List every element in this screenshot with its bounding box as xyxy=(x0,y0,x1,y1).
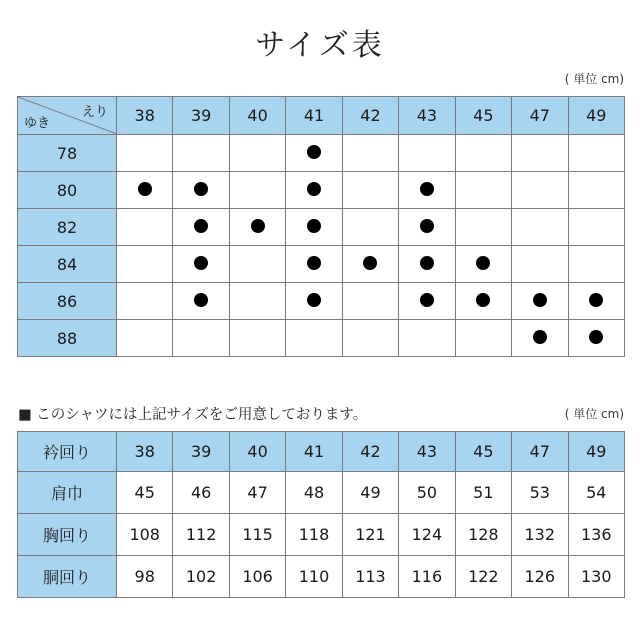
availability-cell xyxy=(399,246,455,283)
availability-cell xyxy=(229,172,285,209)
dimension-value: 126 xyxy=(512,556,568,598)
collar-header: 43 xyxy=(399,97,455,135)
collar-header: 40 xyxy=(229,97,285,135)
availability-cell xyxy=(399,320,455,357)
sleeve-length-header: 84 xyxy=(18,246,117,283)
availability-cell xyxy=(173,283,229,320)
dimension-header-row xyxy=(18,432,625,472)
available-dot-icon xyxy=(251,219,265,233)
sleeve-length-header: 88 xyxy=(18,320,117,357)
dimension-table xyxy=(17,431,625,598)
dimension-value: 118 xyxy=(286,514,342,556)
availability-cell xyxy=(399,283,455,320)
dimension-value: 108 xyxy=(117,514,173,556)
size-row xyxy=(18,209,625,246)
available-dot-icon xyxy=(194,293,208,307)
size-row xyxy=(18,283,625,320)
availability-cell xyxy=(229,320,285,357)
availability-cell xyxy=(173,209,229,246)
available-dot-icon xyxy=(194,256,208,270)
dimension-value: 46 xyxy=(173,472,229,514)
dimension-value: 130 xyxy=(568,556,625,598)
available-dot-icon xyxy=(420,293,434,307)
collar-header: 39 xyxy=(173,97,229,135)
availability-cell xyxy=(568,283,625,320)
collar-header: 45 xyxy=(455,432,511,472)
availability-cell xyxy=(286,320,342,357)
availability-cell xyxy=(512,320,568,357)
dimension-value: 124 xyxy=(399,514,455,556)
availability-cell xyxy=(399,209,455,246)
availability-cell xyxy=(455,209,511,246)
collar-header: 41 xyxy=(286,432,342,472)
collar-row-label: 衿回り xyxy=(18,432,117,472)
dimension-value: 54 xyxy=(568,472,625,514)
sleeve-length-header: 80 xyxy=(18,172,117,209)
available-dot-icon xyxy=(194,182,208,196)
available-dot-icon xyxy=(363,256,377,270)
availability-cell xyxy=(342,320,398,357)
available-dot-icon xyxy=(307,256,321,270)
available-dot-icon xyxy=(307,293,321,307)
collar-header: 49 xyxy=(568,432,625,472)
collar-header: 42 xyxy=(342,432,398,472)
dimension-row xyxy=(18,556,625,598)
dimension-value: 47 xyxy=(229,472,285,514)
dimension-value: 116 xyxy=(399,556,455,598)
unit-label-bottom: ( 単位 cm) xyxy=(564,407,624,421)
availability-cell xyxy=(568,172,625,209)
available-dot-icon xyxy=(533,293,547,307)
size-row xyxy=(18,135,625,172)
availability-cell xyxy=(455,283,511,320)
availability-cell xyxy=(399,135,455,172)
size-header-row xyxy=(18,97,625,135)
dimension-label: 胸回り xyxy=(18,514,117,556)
dimension-row xyxy=(18,472,625,514)
availability-cell xyxy=(568,209,625,246)
dimension-value: 48 xyxy=(286,472,342,514)
available-dot-icon xyxy=(420,219,434,233)
availability-cell xyxy=(286,172,342,209)
dimension-label: 肩巾 xyxy=(18,472,117,514)
availability-cell xyxy=(342,246,398,283)
unit-label-top: ( 単位 cm) xyxy=(564,72,624,86)
availability-cell xyxy=(342,135,398,172)
dimension-value: 122 xyxy=(455,556,511,598)
availability-cell xyxy=(229,283,285,320)
collar-header: 38 xyxy=(117,432,173,472)
size-row xyxy=(18,172,625,209)
availability-cell xyxy=(342,172,398,209)
availability-cell xyxy=(399,172,455,209)
size-row xyxy=(18,320,625,357)
corner-header-cell xyxy=(18,97,117,135)
dimension-value: 53 xyxy=(512,472,568,514)
dimension-value: 106 xyxy=(229,556,285,598)
available-dot-icon xyxy=(476,256,490,270)
available-dot-icon xyxy=(307,145,321,159)
dimension-label: 胴回り xyxy=(18,556,117,598)
availability-cell xyxy=(512,209,568,246)
collar-header: 49 xyxy=(568,97,625,135)
availability-cell xyxy=(117,135,173,172)
availability-cell xyxy=(512,172,568,209)
collar-header: 47 xyxy=(512,97,568,135)
dimension-value: 110 xyxy=(286,556,342,598)
availability-cell xyxy=(455,172,511,209)
collar-header: 47 xyxy=(512,432,568,472)
sleeve-length-header: 82 xyxy=(18,209,117,246)
availability-cell xyxy=(173,246,229,283)
dimension-value: 45 xyxy=(117,472,173,514)
size-row xyxy=(18,246,625,283)
available-dot-icon xyxy=(476,293,490,307)
collar-header: 43 xyxy=(399,432,455,472)
collar-header: 40 xyxy=(229,432,285,472)
dimension-value: 49 xyxy=(342,472,398,514)
available-dot-icon xyxy=(138,182,152,196)
availability-cell xyxy=(568,135,625,172)
dimension-value: 50 xyxy=(399,472,455,514)
collar-header: 45 xyxy=(455,97,511,135)
availability-cell xyxy=(117,246,173,283)
sleeve-length-header: 86 xyxy=(18,283,117,320)
page-title: サイズ表 xyxy=(255,28,385,63)
availability-cell xyxy=(229,135,285,172)
availability-cell xyxy=(286,283,342,320)
availability-cell xyxy=(173,320,229,357)
size-availability-table xyxy=(17,96,625,357)
dimension-value: 115 xyxy=(229,514,285,556)
dimension-value: 112 xyxy=(173,514,229,556)
availability-cell xyxy=(229,209,285,246)
available-dot-icon xyxy=(589,330,603,344)
sleeve-axis-label: ゆき xyxy=(24,116,51,131)
availability-cell xyxy=(173,135,229,172)
dimension-value: 113 xyxy=(342,556,398,598)
dimension-value: 102 xyxy=(173,556,229,598)
availability-cell xyxy=(568,320,625,357)
availability-cell xyxy=(117,320,173,357)
collar-header: 41 xyxy=(286,97,342,135)
availability-cell xyxy=(342,283,398,320)
availability-cell xyxy=(568,246,625,283)
availability-cell xyxy=(342,209,398,246)
available-dot-icon xyxy=(533,330,547,344)
available-dot-icon xyxy=(420,256,434,270)
dimension-value: 136 xyxy=(568,514,625,556)
availability-cell xyxy=(512,246,568,283)
availability-cell xyxy=(455,135,511,172)
availability-cell xyxy=(286,209,342,246)
availability-cell xyxy=(286,246,342,283)
dimension-value: 121 xyxy=(342,514,398,556)
dimension-value: 51 xyxy=(455,472,511,514)
collar-header: 38 xyxy=(117,97,173,135)
availability-cell xyxy=(117,283,173,320)
availability-cell xyxy=(117,172,173,209)
dimension-value: 98 xyxy=(117,556,173,598)
availability-note: ■ このシャツには上記サイズをご用意しております。 xyxy=(18,407,368,423)
availability-cell xyxy=(512,135,568,172)
available-dot-icon xyxy=(589,293,603,307)
available-dot-icon xyxy=(307,182,321,196)
availability-cell xyxy=(512,283,568,320)
dimension-value: 132 xyxy=(512,514,568,556)
available-dot-icon xyxy=(194,219,208,233)
availability-cell xyxy=(286,135,342,172)
availability-cell xyxy=(173,172,229,209)
available-dot-icon xyxy=(307,219,321,233)
collar-header: 42 xyxy=(342,97,398,135)
sleeve-length-header: 78 xyxy=(18,135,117,172)
collar-header: 39 xyxy=(173,432,229,472)
dimension-value: 128 xyxy=(455,514,511,556)
availability-cell xyxy=(117,209,173,246)
availability-cell xyxy=(455,246,511,283)
availability-cell xyxy=(455,320,511,357)
dimension-row xyxy=(18,514,625,556)
availability-cell xyxy=(229,246,285,283)
collar-axis-label: えり xyxy=(81,105,108,120)
available-dot-icon xyxy=(420,182,434,196)
